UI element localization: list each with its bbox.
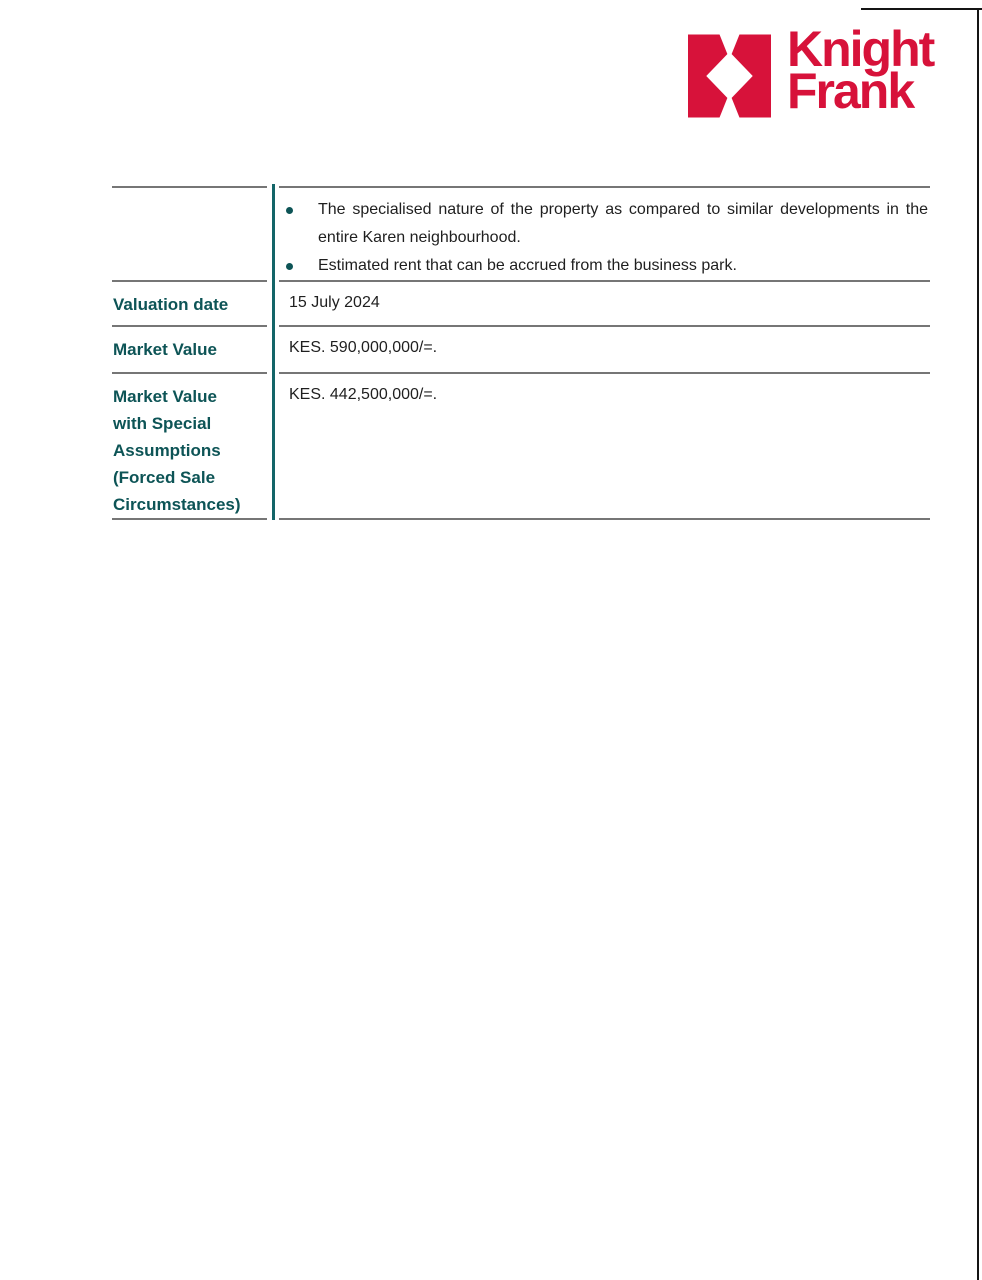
- table-row-market-value-special-assumptions: [112, 374, 930, 520]
- bullet-text-estimated-rent: Estimated rent that can be accrued from the business park.: [318, 257, 737, 274]
- bullet-text-specialised-nature: The specialised nature of the property as compared to similar developments in the entire Karen neighbourhood.: [318, 201, 928, 246]
- market-value-label: Market Value: [113, 340, 217, 359]
- valuation-date-value: 15 July 2024: [289, 294, 380, 311]
- market-value-special-assumptions-label: Market Value with Special Assumptions (Forced Sale Circumstances): [113, 387, 241, 514]
- market-value-special-assumptions-value: KES. 442,500,000/=.: [289, 386, 438, 403]
- logo-word-knight: Knight: [787, 21, 934, 77]
- knight-frank-logo: [688, 21, 934, 119]
- bullet-dot-icon: [286, 263, 293, 270]
- page-edge-artifact-top-right: [861, 8, 982, 10]
- considerations-bullet-list: [272, 188, 930, 280]
- list-item: [272, 252, 930, 280]
- knight-frank-logo-text: [787, 21, 934, 119]
- page-edge-artifact-right: [977, 8, 979, 1280]
- list-item: [272, 196, 930, 252]
- table-row-considerations: [112, 188, 930, 282]
- knight-frank-diamond-mark-icon: [688, 34, 771, 118]
- considerations-label-cell-empty: [112, 188, 272, 280]
- table-row-market-value: [112, 327, 930, 374]
- market-value-value: KES. 590,000,000/=.: [289, 339, 438, 356]
- bullet-dot-icon: [286, 207, 293, 214]
- valuation-date-label: Valuation date: [113, 295, 229, 314]
- column-divider-teal-line: [272, 184, 275, 520]
- valuation-summary-table: [112, 186, 930, 520]
- column-divider: [267, 184, 279, 520]
- logo-word-frank: Frank: [787, 63, 914, 119]
- table-row-valuation-date: [112, 282, 930, 327]
